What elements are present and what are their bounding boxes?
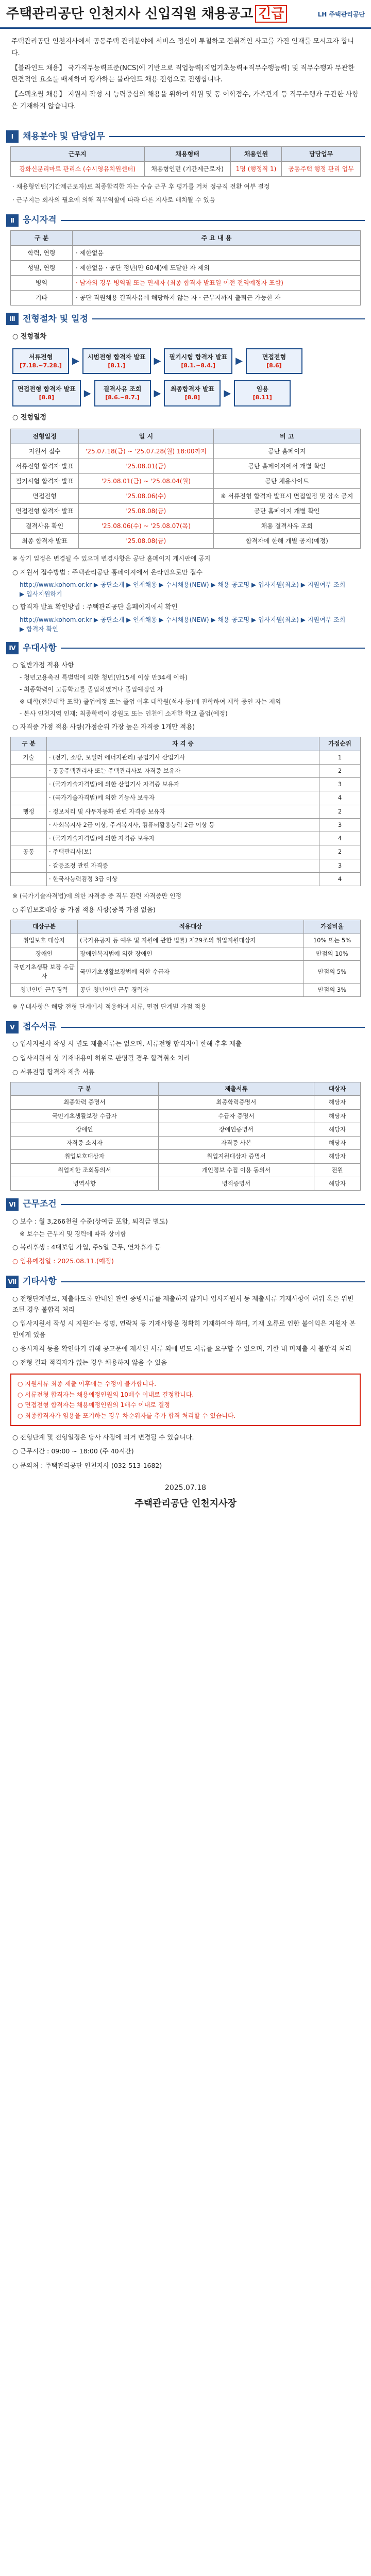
text: 공단 홈페이지 bbox=[213, 444, 360, 459]
text: Ⅰ bbox=[6, 130, 19, 143]
table-row bbox=[11, 1123, 361, 1136]
text: ○ 입사지원서 작성 시 지원자는 성명, 연락처 등 기재사항을 정확히 기재하여야 하며, 기재 오류로 인한 불이익은 지원자 본인에게 있음 bbox=[12, 1319, 356, 1338]
text: 채용형인턴 (기간제근로자) bbox=[144, 162, 230, 177]
text: · (전기, 소방, 보일러 에너지관리) 공업기사 산업기사 bbox=[47, 751, 319, 764]
text: 서류전형 합격자 발표 bbox=[11, 459, 79, 474]
table-row bbox=[11, 751, 361, 764]
text: 해당자 bbox=[314, 1109, 361, 1123]
text: 면접전형 합격자 발표 bbox=[11, 504, 79, 519]
table-row bbox=[11, 1096, 361, 1109]
text: 취업지원대상자 증명서 bbox=[158, 1150, 314, 1163]
section-2-heading bbox=[6, 214, 365, 227]
table-row bbox=[11, 459, 361, 474]
text: 개인정보 수집 이용 동의서 bbox=[158, 1163, 314, 1177]
text: 대상자 bbox=[314, 1082, 361, 1096]
text bbox=[11, 872, 47, 886]
text: · (국가기술자격법)에 의한 기능사 보유자 bbox=[47, 791, 319, 805]
page-title bbox=[6, 4, 287, 24]
table-row bbox=[11, 859, 361, 872]
text: 전형일정 bbox=[11, 429, 79, 444]
text: · 제한없음 · 공단 정년(만 60세)에 도달한 자 제외 bbox=[73, 260, 361, 275]
flow-step bbox=[12, 380, 81, 406]
table-row bbox=[11, 805, 361, 818]
text: 4 bbox=[319, 791, 361, 805]
text: ○ 면접전형 합격자는 채용예정인원의 1배수 이내로 결정 bbox=[18, 1401, 171, 1409]
text: 자격증 사본 bbox=[158, 1137, 314, 1150]
text: '25.08.06(수) bbox=[79, 489, 214, 504]
text: 우대사항 bbox=[23, 642, 57, 653]
process-subtitle: ○ 전형절차 bbox=[12, 333, 47, 341]
table-row bbox=[11, 519, 361, 534]
text: 공단 청년인턴 근무 경력자 bbox=[78, 983, 304, 996]
text: ○ 취업보호대상 등 가점 적용 사항(중복 가점 없음) bbox=[12, 906, 156, 913]
text: '25.08.08(금) bbox=[79, 504, 214, 519]
text: '25.08.06(수) ~ '25.08.07(목) bbox=[79, 519, 214, 534]
text: 공단 채용사이트 bbox=[213, 474, 360, 489]
header bbox=[0, 0, 371, 29]
text: 근무지 bbox=[11, 147, 145, 162]
text bbox=[11, 764, 47, 777]
text: 서류전형 bbox=[28, 353, 53, 361]
text: ○ 최종합격자가 임용을 포기하는 경우 차순위자를 추가 합격 처리할 수 있습니다. bbox=[18, 1412, 236, 1419]
text: 담당업무 bbox=[282, 147, 361, 162]
text: 가점비율 bbox=[304, 920, 361, 934]
text: 합격자에 한해 개별 공지(예정) bbox=[213, 534, 360, 549]
text: 근무조건 bbox=[23, 1199, 57, 1209]
table-row bbox=[11, 1137, 361, 1150]
flow-step bbox=[246, 348, 302, 375]
table-row bbox=[11, 1177, 361, 1190]
section-6-heading bbox=[6, 1198, 365, 1211]
text: · 제한없음 bbox=[73, 245, 361, 260]
text: 공동주택 행정 관리 업무 bbox=[282, 162, 361, 177]
section-1-note: · 근무지는 회사의 필요에 의해 직무역할에 따라 다른 지사로 배치될 수 있음 bbox=[12, 196, 215, 204]
text: 제출서류 bbox=[158, 1082, 314, 1096]
text: ※ (국가기술자격법)에 의한 자격증 중 직무 관련 자격증만 인정 bbox=[12, 892, 182, 900]
logo: LH 주택관리공단 bbox=[317, 10, 365, 18]
table-row bbox=[11, 260, 361, 275]
text: 취업제한 조회동의서 bbox=[11, 1163, 159, 1177]
qualification-table bbox=[10, 230, 361, 306]
table-row bbox=[11, 934, 361, 947]
text: 국민기초생활보장 수급자 bbox=[11, 1109, 159, 1123]
text: 결격사유 확인 bbox=[11, 519, 79, 534]
text: 지원서 접수 bbox=[11, 444, 79, 459]
text: ○ 서류전형 합격자는 채용예정인원의 10배수 이내로 결정합니다. bbox=[18, 1391, 194, 1398]
text: ○ 입사지원서 상 기재내용이 허위로 판명될 경우 합격취소 처리 bbox=[12, 1054, 190, 1062]
text: (국가유공자 등 예우 및 지원에 관한 법률) 제29조의 취업지원대상자 bbox=[78, 934, 304, 947]
text: [8.6.~8.7.] bbox=[105, 394, 140, 401]
text: 적용대상 bbox=[78, 920, 304, 934]
text: '25.08.01(금) ~ '25.08.04(월) bbox=[79, 474, 214, 489]
table-row bbox=[11, 275, 361, 290]
table-row bbox=[11, 504, 361, 519]
text: 10% 또는 5% bbox=[304, 934, 361, 947]
result-method: ○ 합격자 발표 확인방법 : 주택관리공단 홈페이지에서 확인 bbox=[12, 603, 178, 611]
text: ※ 보수는 근무지 및 경력에 따라 상이함 bbox=[20, 1230, 126, 1238]
post-date: 2025.07.18 bbox=[164, 1483, 207, 1492]
table-row bbox=[11, 961, 361, 984]
text: Ⅳ bbox=[6, 642, 19, 654]
text: 비 고 bbox=[213, 429, 360, 444]
text: ○ 임용예정일 : 2025.08.11.(예정) bbox=[12, 1257, 114, 1265]
text: 구 분 bbox=[11, 737, 47, 751]
table-row bbox=[11, 489, 361, 504]
text: 해당자 bbox=[314, 1177, 361, 1190]
text: ○ 복리후생 : 4대보험 가입, 주5일 근무, 연차휴가 등 bbox=[12, 1243, 161, 1251]
text: 장애인증명서 bbox=[158, 1123, 314, 1136]
text: ○ 지원서류 최종 제출 이후에는 수정이 불가합니다. bbox=[18, 1380, 157, 1388]
text: ○ 전형단계별로, 제출하도록 안내된 관련 증빙서류를 제출하지 않거나 입사지원서 등 제출서류 기재사항이 허위 혹은 위변조된 경우 불합격 처리 bbox=[12, 1294, 354, 1314]
text: 전원 bbox=[314, 1163, 361, 1177]
text: 필기시험 합격자 발표 bbox=[169, 353, 228, 361]
table-row bbox=[11, 947, 361, 960]
text: 공단 홈페이지 개별 확인 bbox=[213, 504, 360, 519]
table-row bbox=[11, 872, 361, 886]
text: [8.6] bbox=[266, 362, 282, 369]
text: 채용형태 bbox=[144, 147, 230, 162]
table-row bbox=[11, 791, 361, 805]
text: Ⅲ bbox=[6, 313, 19, 325]
text: ○ 입사지원서 작성 시 별도 제출서류는 없으며, 서류전형 합격자에 한해 추후 제출 bbox=[12, 1040, 242, 1048]
text: Ⅱ bbox=[6, 214, 19, 227]
flow-step bbox=[12, 348, 69, 375]
text: 4 bbox=[319, 832, 361, 845]
text: 장애인 bbox=[11, 947, 78, 960]
text: 2 bbox=[319, 764, 361, 777]
flow-step bbox=[82, 348, 151, 375]
text: 3 bbox=[319, 778, 361, 791]
text: 최종 합격자 발표 bbox=[11, 534, 79, 549]
section-1-heading bbox=[6, 130, 365, 144]
text: '25.08.01(금) bbox=[79, 459, 214, 474]
flow-step bbox=[234, 380, 291, 406]
text: 기타 bbox=[11, 290, 73, 305]
table-row bbox=[11, 474, 361, 489]
section-3-heading bbox=[6, 313, 365, 326]
text: 공단 홈페이지에서 개별 확인 bbox=[213, 459, 360, 474]
issuer: 주택관리공단 인천지사장 bbox=[134, 1498, 237, 1509]
text: · 정보처리 및 사무자동화 관련 자격증 보유자 bbox=[47, 805, 319, 818]
table-row bbox=[11, 832, 361, 845]
text: ○ 일반가점 적용 사항 bbox=[12, 661, 74, 669]
recruit-field-table bbox=[10, 146, 361, 177]
text: ○ 서류전형 합격자 제출 서류 bbox=[12, 1067, 95, 1076]
text: - 본사 인천지역 인재: 최종학력이 강원도 또는 인천에 소재한 학교 졸업(예정) bbox=[20, 709, 228, 717]
text: 결격사유 조회 bbox=[103, 385, 142, 393]
result-url[interactable]: http://www.kohom.or.kr ▶ 공단소개 ▶ 인재채용 ▶ 수시채용(NEW) ▶ 채용 공고명 ▶ 입사지원(최초) ▶ 지원여부 조회 ▶ 합격자 확인 bbox=[20, 616, 346, 633]
text: ※ 대학(전문대학 포함) 졸업예정 또는 졸업 이후 대학원(석사 등)에 진학하여 재학 중인 자는 제외 bbox=[20, 698, 281, 705]
table-row bbox=[11, 764, 361, 777]
table-row bbox=[11, 778, 361, 791]
text: 병역사항 bbox=[11, 1177, 159, 1190]
text: '25.07.18(금) ~ '25.07.28(월) 18:00까지 bbox=[79, 444, 214, 459]
text: 공통 bbox=[11, 845, 47, 859]
text: ○ 자격증 가점 적용 사항(가점순위 가장 높은 자격증 1개만 적용) bbox=[12, 723, 195, 731]
intro bbox=[0, 29, 371, 123]
text: 취업보호대상자 bbox=[11, 1150, 159, 1163]
text: 면접전형 합격자 발표 bbox=[18, 385, 76, 393]
text: ※ 서류전형 합격자 발표시 면접일정 및 장소 공지 bbox=[213, 489, 360, 504]
table-row bbox=[11, 818, 361, 832]
text: Ⅶ bbox=[6, 1276, 19, 1288]
documents-table bbox=[10, 1082, 361, 1191]
flow-step bbox=[94, 380, 151, 406]
text: 장애인 bbox=[11, 1123, 159, 1136]
text: 3 bbox=[319, 818, 361, 832]
text: [7.18.~7.28.] bbox=[20, 362, 62, 369]
text: Ⅵ bbox=[6, 1198, 19, 1211]
table-row bbox=[11, 444, 361, 459]
table-row bbox=[11, 290, 361, 305]
text: 해당자 bbox=[314, 1123, 361, 1136]
text bbox=[11, 778, 47, 791]
text: 병적증명서 bbox=[158, 1177, 314, 1190]
table-row bbox=[11, 845, 361, 859]
text: ○ 근무시간 : 09:00 ~ 18:00 (주 40시간) bbox=[12, 1447, 134, 1455]
text: 2 bbox=[319, 805, 361, 818]
text: ○ 보수 : 월 3,266천원 수준(상여금 포함, 퇴직금 별도) bbox=[12, 1217, 168, 1225]
text: 시범전형 합격자 발표 bbox=[87, 353, 146, 361]
text: 자격증 소지자 bbox=[11, 1137, 159, 1150]
text: 병역 bbox=[11, 275, 73, 290]
text bbox=[11, 859, 47, 872]
text: · 공단 직원채용 결격사유에 해당하지 않는 자 · 근무지까지 출퇴근 가능한 자 bbox=[73, 290, 361, 305]
process-flow: 면접전형 합격자 발표 [8.8] ▶ 결격사유 조회 [8.6.~8.7.] ▶ 최종합격자 발표 [8.8] ▶ 임용 [8.11] bbox=[0, 377, 371, 410]
table-row bbox=[11, 245, 361, 260]
text: 해당자 bbox=[314, 1150, 361, 1163]
process-flow: 서류전형 [7.18.~7.28.] ▶ 시범전형 합격자 발표 [8.1.] ▶ 필기시험 합격자 발표 [8.1.~8.4.] ▶ 면접전형 [8.6] bbox=[0, 345, 371, 378]
table-row bbox=[11, 534, 361, 549]
text: '25.08.08(금) bbox=[79, 534, 214, 549]
text: - 청년고용촉진 특별법에 의한 청년(만15세 이상 만34세 이하) bbox=[20, 674, 188, 682]
text: 국민기초생활보장법에 의한 수급자 bbox=[78, 961, 304, 984]
protection-table bbox=[10, 920, 361, 997]
text: 최종합격자 발표 bbox=[170, 385, 215, 393]
text: 국민기초생활 보장 수급자 bbox=[11, 961, 78, 984]
text: 기타사항 bbox=[23, 1276, 57, 1287]
schedule-note: ※ 상기 일정은 변경될 수 있으며 변경사항은 공단 홈페이지 게시판에 공지 bbox=[12, 555, 211, 562]
text: 면접전형 bbox=[262, 353, 286, 361]
text: · 한국사능력검정 3급 이상 bbox=[47, 872, 319, 886]
flow-step bbox=[164, 380, 221, 406]
text: · 남자의 경우 병역필 또는 면제자 (최종 합격자 발표일 이전 전역예정자 포함) bbox=[73, 275, 361, 290]
text: 최종학력 증명서 bbox=[11, 1096, 159, 1109]
blind-recruit-text: 【블라인드 채용】 국가직무능력표준(NCS)에 기반으로 직업능력(직업기초능력+직무수행능력) 및 직무수행과 무관한 편견적인 요소를 배제하여 평가하는 블라인드 채용 전형으로 진행합니다. bbox=[11, 64, 355, 84]
text: ○ 응시자격 등을 확인하기 위해 공고문에 제시된 서류 외에 별도 서류를 요구할 수 있으며, 기한 내 미제출 시 불합격 처리 bbox=[12, 1344, 351, 1352]
cert-table bbox=[10, 737, 361, 886]
text: 만점의 5% bbox=[304, 961, 361, 984]
table-row bbox=[11, 983, 361, 996]
intro-text: 주택관리공단 인천지사에서 공동주택 관리분야에 서비스 정신이 투철하고 진취적인 사고를 가진 인재를 모시고자 합니다. bbox=[11, 38, 354, 57]
text: 성별, 연령 bbox=[11, 260, 73, 275]
text: 전형절차 및 일정 bbox=[23, 313, 88, 324]
text: [8.11] bbox=[252, 394, 272, 401]
text: 임용 bbox=[256, 385, 268, 393]
text: 행정 bbox=[11, 805, 47, 818]
text: [8.1.~8.4.] bbox=[181, 362, 216, 369]
text: 강화신문리마트 관리소 (수시영유치원센터) bbox=[11, 162, 145, 177]
text: · 공동주택관리사 또는 주택관리사보 자격증 보유자 bbox=[47, 764, 319, 777]
warning-box bbox=[10, 1374, 361, 1426]
text: · (국가기술자격법)에 의한 산업기사 자격증 보유자 bbox=[47, 778, 319, 791]
text: · 갈등조정 관련 자격증 bbox=[47, 859, 319, 872]
text: 해당자 bbox=[314, 1096, 361, 1109]
text: ○ 전형단계 및 전형일정은 당사 사정에 의거 변경될 수 있습니다. bbox=[12, 1433, 194, 1441]
text: 만점의 10% bbox=[304, 947, 361, 960]
text: · 사회복지사 2급 이상, 주거복지사, 컴퓨터활용능력 2급 이상 등 bbox=[47, 818, 319, 832]
text: 장애인복지법에 의한 장애인 bbox=[78, 947, 304, 960]
text: 해당자 bbox=[314, 1137, 361, 1150]
text: 4 bbox=[319, 872, 361, 886]
text: 1 bbox=[319, 751, 361, 764]
text: 주 요 내 용 bbox=[73, 230, 361, 245]
text: 채용 결격사유 조회 bbox=[213, 519, 360, 534]
section-5-heading bbox=[6, 1021, 365, 1034]
text: 청년인턴 근무경력 bbox=[11, 983, 78, 996]
text: 일 시 bbox=[79, 429, 214, 444]
text: 3 bbox=[319, 859, 361, 872]
section-7-heading bbox=[6, 1275, 365, 1289]
text: ○ 문의처 : 주택관리공단 인천지사 (032-513-1682) bbox=[12, 1461, 162, 1469]
table-row bbox=[11, 1163, 361, 1177]
text: [8.1.] bbox=[108, 362, 126, 369]
schedule-subtitle: ○ 전형일정 bbox=[12, 413, 47, 421]
text: · 주택관리사(보) bbox=[47, 845, 319, 859]
text bbox=[11, 832, 47, 845]
text: 수급자 증명서 bbox=[158, 1109, 314, 1123]
apply-url[interactable]: http://www.kohom.or.kr ▶ 공단소개 ▶ 인재채용 ▶ 수시채용(NEW) ▶ 채용 공고명 ▶ 입사지원(최초) ▶ 지원여부 조회 ▶ 입사지원하기 bbox=[20, 581, 346, 598]
table-row bbox=[11, 1150, 361, 1163]
text: 면접전형 bbox=[11, 489, 79, 504]
text: Ⅴ bbox=[6, 1021, 19, 1033]
flow-step bbox=[164, 348, 232, 375]
urgent-badge: 긴급 bbox=[255, 5, 287, 23]
text: ○ 전형 결과 적격자가 없는 경우 채용하지 않을 수 있음 bbox=[12, 1359, 167, 1367]
text: [8.8] bbox=[184, 394, 200, 401]
text: 학력, 연령 bbox=[11, 245, 73, 260]
text: - 최종학력이 고등학교를 졸업하였거나 졸업예정인 자 bbox=[20, 686, 163, 693]
text: 만점의 3% bbox=[304, 983, 361, 996]
text: · (국가기술자격법)에 의한 자격증 보유자 bbox=[47, 832, 319, 845]
table-row bbox=[11, 162, 361, 177]
text: 구 분 bbox=[11, 230, 73, 245]
text: 1명 (행정직 1) bbox=[230, 162, 282, 177]
spec-free-text: 【스펙초월 채용】 지원서 작성 시 능력중심의 채용을 위하여 학원 및 동 어학점수, 가족관계 등 직무수행과 무관한 사항은 기재하지 않습니다. bbox=[11, 91, 359, 110]
text: 2 bbox=[319, 845, 361, 859]
section-1-note: · 채용형인턴(기간제근로자)로 최종합격한 자는 수습 근무 후 평가를 거쳐 정규직 전환 여부 결정 bbox=[12, 183, 270, 190]
text: 자 격 증 bbox=[47, 737, 319, 751]
text: 필기시험 합격자 발표 bbox=[11, 474, 79, 489]
table-row bbox=[11, 1109, 361, 1123]
text: 구 분 bbox=[11, 1082, 159, 1096]
text: 채용인원 bbox=[230, 147, 282, 162]
text: 기술 bbox=[11, 751, 47, 764]
text: 취업보호 대상자 bbox=[11, 934, 78, 947]
text: 접수서류 bbox=[23, 1021, 57, 1032]
text: 채용분야 및 담당업무 bbox=[23, 131, 105, 142]
section-4-heading bbox=[6, 642, 365, 655]
text: 응시자격 bbox=[23, 215, 57, 225]
text: 대상구분 bbox=[11, 920, 78, 934]
text: 최종학력증명서 bbox=[158, 1096, 314, 1109]
text: ※ 우대사항은 해당 전형 단계에서 적용하며 서류, 면접 단계별 가점 적용 bbox=[12, 1003, 207, 1010]
text bbox=[11, 818, 47, 832]
text: 주택관리공단 인천지사 신입직원 채용공고 bbox=[6, 6, 254, 22]
schedule-table bbox=[10, 429, 361, 549]
text: 가점순위 bbox=[319, 737, 361, 751]
text: [8.8] bbox=[39, 394, 55, 401]
text bbox=[11, 791, 47, 805]
apply-method: ○ 지원서 접수방법 : 주택관리공단 홈페이지에서 온라인으로만 접수 bbox=[12, 568, 203, 576]
